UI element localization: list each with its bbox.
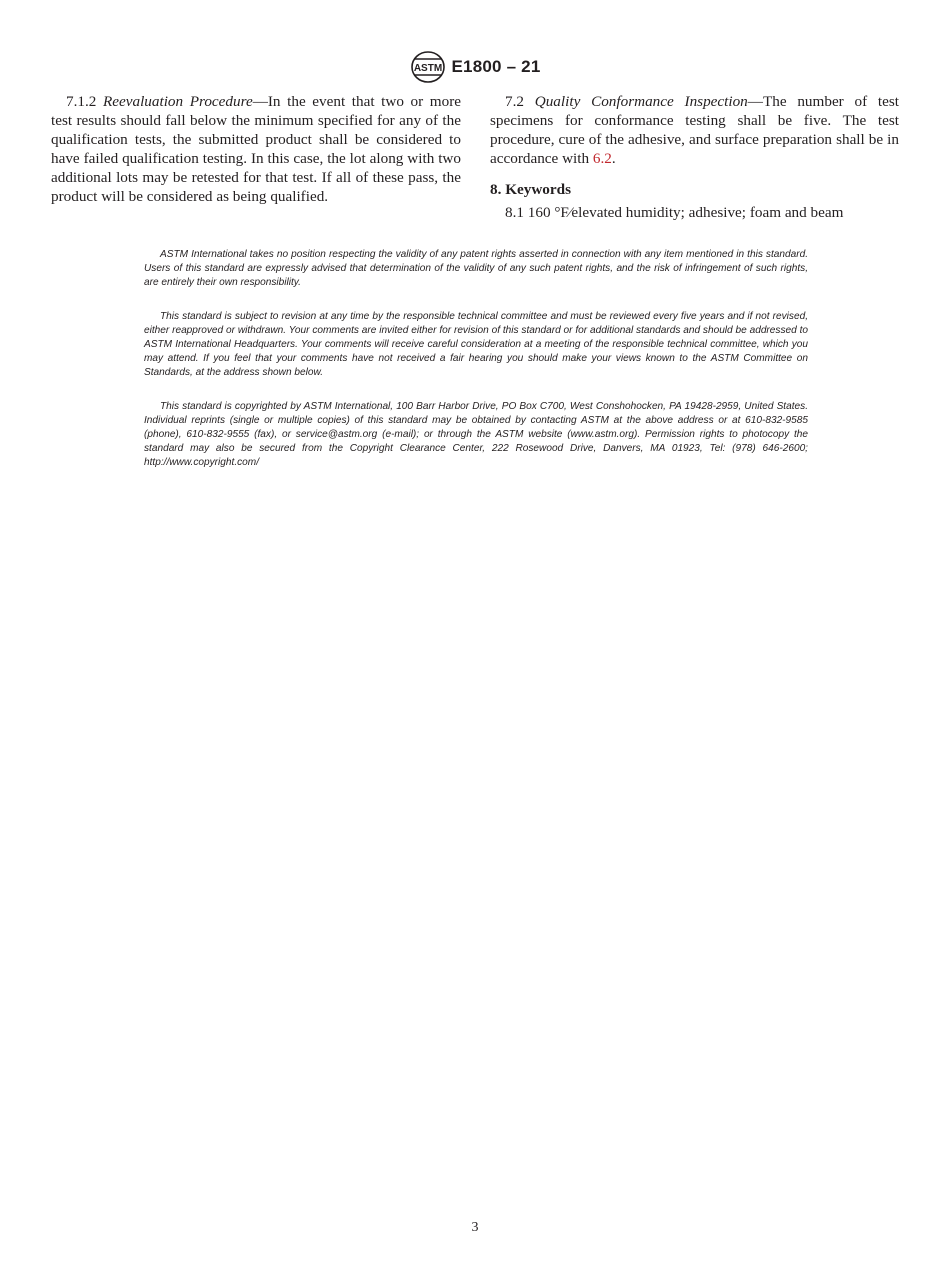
paragraph-number: 8.1 bbox=[505, 203, 524, 221]
paragraph-body: —In the event that two or more test results should fall below the minimum specified for any of the qualification tests, the submitted product shall be considered to have failed qualification testing. In this case, the lot along with two additional lots may be retested for that test. If all of these pass, the product will be considered as being qualified. bbox=[51, 93, 461, 205]
paragraph-7-2 bbox=[490, 93, 899, 169]
keywords-list: 160 °F⁄elevated humidity; adhesive; foam and beam bbox=[527, 203, 844, 221]
left-column bbox=[51, 93, 461, 206]
paragraph-end: . bbox=[611, 149, 616, 167]
legal-notices bbox=[144, 248, 808, 470]
page-number: 3 bbox=[471, 1220, 479, 1235]
paragraph-7-1-2 bbox=[51, 93, 461, 206]
paragraph-title: Quality Conformance Inspection bbox=[534, 93, 748, 110]
section-reference-link[interactable]: 6.2 bbox=[592, 149, 612, 167]
paragraph-number: 7.2 bbox=[505, 93, 524, 110]
paragraph-8-1 bbox=[490, 204, 899, 223]
copyright-notice: This standard is copyrighted by ASTM International, 100 Barr Harbor Drive, PO Box C700, West Conshohocken, PA 19428-2959, United States. Individual reprints (single or multiple copies) of this standard may be obtained by contacting ASTM at the above address or at 610-832-9585 (phone), 610-832-9555 (fax), or service@astm.org (e-mail); or through the ASTM website (www.astm.org). Permission rights to photocopy the standard may also be secured from the Copyright Clearance Center, 222 Rosewood Drive, Danvers, MA 01923, Tel: (978) 646-2600; http://www.copyright.com/ bbox=[144, 401, 808, 468]
revision-notice: This standard is subject to revision at any time by the responsible technical committee and must be reviewed every five years and if not revised, either reapproved or withdrawn. Your comments are invited either for revision of this standard or for additional standards and should be addressed to ASTM International Headquarters. Your comments will receive careful consideration at a meeting of the responsible technical committee, which you may attend. If you feel that your comments have not received a fair hearing you should make your views known to the ASTM Committee on Standards, at the address shown below. bbox=[144, 311, 808, 378]
standard-designation: E1800 – 21 bbox=[451, 57, 541, 76]
logo-text: ASTM bbox=[413, 63, 442, 74]
page-header bbox=[0, 50, 950, 84]
right-column bbox=[490, 93, 899, 222]
paragraph-number: 7.1.2 bbox=[66, 93, 97, 110]
section-heading-keywords: 8. Keywords bbox=[490, 180, 571, 198]
paragraph-title: Reevaluation Procedure bbox=[102, 93, 253, 110]
paragraph-body: —The number of test specimens for conformance testing shall be five. The test procedure, cure of the adhesive, and surface preparation shall be in accordance with bbox=[490, 93, 900, 167]
patent-notice: ASTM International takes no position respecting the validity of any patent rights asserted in connection with any item mentioned in this standard. Users of this standard are expressly advised that determination of the validity of any such patent rights, and the risk of infringement of such rights, are entirely their own responsibility. bbox=[144, 249, 808, 288]
astm-logo-icon bbox=[410, 50, 446, 84]
